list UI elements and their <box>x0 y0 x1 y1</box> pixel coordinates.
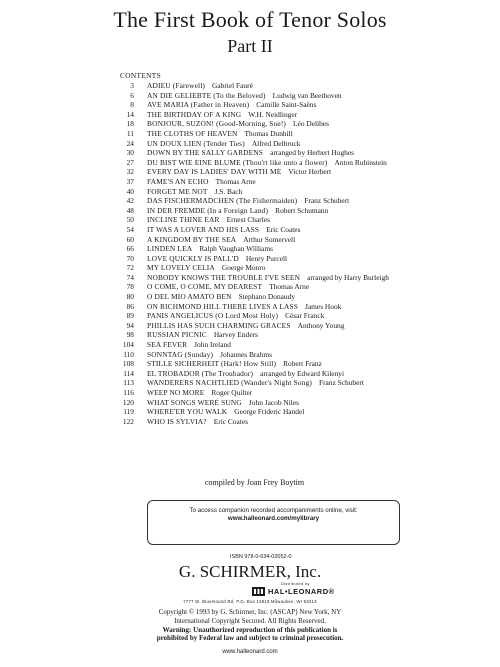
book-title: The First Book of Tenor Solos <box>113 7 387 32</box>
toc-entry-text <box>147 359 322 369</box>
toc-entry-text <box>147 388 252 398</box>
toc-song-title: STILLE SICHERHEIT (Hark! How Still) <box>147 359 277 369</box>
toc-song-title: EL TROBADOR (The Troubador) <box>147 368 254 378</box>
toc-song-title: WANDERERS NACHTLIED (Wander's Night Song) <box>147 378 312 388</box>
toc-entry <box>0 91 500 101</box>
warning-line: Warning: Unauthorized reproduction of this publication is <box>162 625 338 634</box>
toc-page-number: 42 <box>126 196 134 206</box>
toc-entry <box>0 167 500 177</box>
toc-page-number: 116 <box>123 388 134 397</box>
warning-line: prohibited by Federal law and subject to criminal prosecution. <box>156 634 344 643</box>
toc-page-number: 78 <box>126 282 134 292</box>
toc-entry <box>0 378 500 388</box>
access-instructions: To access companion recorded accompaniments online, visit: <box>189 507 358 514</box>
toc-entry <box>0 388 500 398</box>
toc-entry-text <box>147 302 341 312</box>
toc-page-number: 108 <box>122 359 134 369</box>
rights-line: International Copyright Secured. All Rights Reserved. <box>174 616 326 625</box>
toc-composer: J.S. Bach <box>214 186 243 196</box>
toc-entry-text <box>147 81 253 91</box>
toc-page-number: 18 <box>126 119 134 129</box>
toc-entry <box>0 215 500 225</box>
toc-page-number: 119 <box>123 407 134 417</box>
toc-composer: Thomas Arne <box>269 282 310 292</box>
toc-page-number: 14 <box>126 109 134 119</box>
toc-song-title: WEEP NO MORE <box>147 388 205 397</box>
toc-entry <box>0 148 500 158</box>
toc-entry <box>0 139 500 149</box>
toc-composer: Stephano Donaudy <box>238 292 296 302</box>
toc-composer: Franz Schubert <box>304 196 350 206</box>
toc-entry <box>0 407 500 417</box>
toc-entry-text <box>147 407 304 417</box>
toc-song-title: A KINGDOM BY THE SEA <box>147 234 237 244</box>
toc-entry-text <box>147 100 316 110</box>
toc-song-title: EVERY DAY IS LADIES' DAY WITH ME <box>147 167 282 177</box>
toc-song-title: BONJOUR, SUZON! (Good-Morning, Sue!) <box>147 119 287 129</box>
toc-entry <box>0 330 500 340</box>
toc-entry-text <box>147 417 248 427</box>
toc-entry <box>0 187 500 197</box>
publisher-name: G. SCHIRMER, Inc. <box>178 562 322 581</box>
toc-composer: Anthony Young <box>297 320 345 330</box>
toc-entry <box>0 302 500 312</box>
toc-song-title: MY LOVELY CELIA <box>147 263 215 273</box>
toc-page-number: 104 <box>122 340 134 350</box>
toc-entry <box>0 417 500 427</box>
toc-entry <box>0 129 500 139</box>
toc-song-title: WHAT SONGS WERE SUNG <box>147 397 242 407</box>
toc-composer: Thomas Dunhill <box>244 128 293 138</box>
toc-composer: Thomas Arne <box>215 176 256 186</box>
toc-song-title: O COME, O COME, MY DEAREST <box>147 282 263 292</box>
distributor-name: HAL•LEONARD® <box>268 587 335 596</box>
toc-entry-text <box>147 196 349 206</box>
toc-entry-text <box>147 254 287 264</box>
toc-composer: John Jacob Niles <box>248 397 300 407</box>
toc-entry-text <box>147 273 389 283</box>
toc-page-number: 50 <box>126 215 134 225</box>
toc-entry-text <box>147 119 329 129</box>
toc-page-number: 48 <box>126 205 134 215</box>
toc-composer: César Franck <box>285 311 325 321</box>
toc-entry <box>0 119 500 129</box>
toc-page-number: 70 <box>126 253 134 263</box>
toc-composer: Johannes Brahms <box>220 349 272 359</box>
toc-page-number: 114 <box>123 368 134 378</box>
toc-song-title: IN DER FREMDE (In a Foreign Land) <box>147 205 269 215</box>
toc-song-title: PHILLIS HAS SUCH CHARMING GRACES <box>147 320 291 330</box>
toc-song-title: AN DIE GELIEBTE (To the Beloved) <box>147 90 266 100</box>
toc-composer: Roger Quilter <box>211 388 253 397</box>
toc-composer: Anton Rubinstein <box>334 157 387 167</box>
toc-entry <box>0 110 500 120</box>
toc-entry-text <box>147 235 295 245</box>
toc-song-title: DAS FISCHERMADCHEN (The Fishermaiden) <box>147 196 298 206</box>
toc-song-title: DOWN BY THE SALLY GARDENS <box>147 148 264 158</box>
toc-composer: George Frideric Handel <box>234 407 305 417</box>
toc-song-title: ON RICHMOND HILL THERE LIVES A LASS <box>147 301 299 311</box>
toc-entry-text <box>147 263 265 273</box>
toc-song-title: ADIEU (Farewell) <box>147 81 206 90</box>
hal-leonard-logo-icon <box>252 587 265 596</box>
toc-entry <box>0 311 500 321</box>
toc-entry-text <box>147 321 344 331</box>
toc-entry <box>0 100 500 110</box>
toc-entry-text <box>147 91 342 101</box>
toc-entry-text <box>147 225 300 235</box>
footer-url[interactable]: www.halleonard.com <box>222 649 278 655</box>
toc-page-number: 24 <box>126 138 134 148</box>
copyright-line: Copyright © 1993 by G. Schirmer, Inc. (ASCAP) New York, NY <box>158 608 342 616</box>
toc-entry-text <box>147 292 295 302</box>
toc-composer: Harvey Enders <box>213 330 258 340</box>
toc-composer: arranged by Harry Burleigh <box>307 272 389 282</box>
toc-page-number: 80 <box>126 292 134 302</box>
toc-page-number: 8 <box>130 100 134 110</box>
toc-song-title: LOVE QUICKLY IS PALL'D <box>147 253 239 263</box>
toc-page-number: 40 <box>126 186 134 196</box>
toc-entry-text <box>147 369 344 379</box>
toc-entry <box>0 225 500 235</box>
toc-song-title: SONNTAG (Sunday) <box>147 349 214 359</box>
toc-entry-text <box>147 167 331 177</box>
toc-entry-text <box>147 311 324 321</box>
toc-entry <box>0 369 500 379</box>
toc-page-number: 94 <box>126 320 134 330</box>
toc-song-title: AVE MARIA (Father in Heaven) <box>147 100 250 110</box>
toc-composer: Goerge Monro <box>221 263 266 273</box>
toc-page-number: 11 <box>126 128 134 138</box>
toc-entry <box>0 359 500 369</box>
toc-song-title: O DEL MIO AMATO BEN <box>147 292 232 302</box>
toc-entry <box>0 321 500 331</box>
toc-page-number: 113 <box>123 378 134 388</box>
contents-label: CONTENTS <box>120 71 161 80</box>
toc-entry-text <box>147 282 309 292</box>
distributor-label: Distributed by <box>281 582 310 586</box>
toc-entry-text <box>147 158 387 168</box>
toc-entry <box>0 158 500 168</box>
toc-composer: Robert Schumann <box>275 205 329 215</box>
toc-composer: Camille Saint-Saëns <box>256 100 317 110</box>
toc-song-title: WHERE'ER YOU WALK <box>147 407 228 417</box>
compiled-by: compiled by Joan Frey Boytim <box>205 478 305 487</box>
toc-composer: Ludwig van Beethoven <box>272 90 342 100</box>
toc-entry-text <box>147 215 270 225</box>
toc-entry <box>0 196 500 206</box>
toc-page-number: 86 <box>126 301 134 311</box>
isbn: ISBN 978-0-634-02052-0 <box>230 554 292 560</box>
toc-entry <box>0 81 500 91</box>
toc-composer: Arthur Somervell <box>243 234 296 244</box>
toc-entry-text <box>147 206 328 216</box>
toc-song-title: FAME'S AN ECHO <box>147 176 209 186</box>
toc-entry <box>0 273 500 283</box>
toc-page-number: 110 <box>123 349 134 359</box>
toc-entry <box>0 350 500 360</box>
toc-song-title: THE BIRTHDAY OF A KING <box>147 109 242 119</box>
toc-song-title: UN DOUX LIEN (Tender Ties) <box>147 138 245 148</box>
toc-composer: Eric Coates <box>213 416 248 426</box>
toc-composer: arranged by Edward Kilenyi <box>260 368 345 378</box>
toc-song-title: FORGET ME NOT <box>147 186 208 196</box>
toc-entry-text <box>147 148 354 158</box>
toc-composer: Victor Herbert <box>288 167 332 177</box>
toc-entry <box>0 282 500 292</box>
toc-entry-text <box>147 187 242 197</box>
toc-page-number: 66 <box>126 244 134 254</box>
toc-page-number: 37 <box>126 176 134 186</box>
toc-entry <box>0 235 500 245</box>
toc-entry <box>0 177 500 187</box>
toc-page-number: 72 <box>126 263 134 273</box>
toc-song-title: THE CLOTHS OF HEAVEN <box>147 128 238 138</box>
toc-page-number: 89 <box>126 311 134 321</box>
toc-entry-text <box>147 398 299 408</box>
toc-entry <box>0 254 500 264</box>
toc-composer: Henry Purcell <box>245 253 288 263</box>
access-url[interactable]: www.halleonard.com/mylibrary <box>227 515 320 522</box>
toc-entry <box>0 244 500 254</box>
toc-composer: arranged by Herbert Hughes <box>270 148 354 158</box>
toc-composer: Robert Franz <box>283 359 322 369</box>
book-subtitle: Part II <box>227 36 273 56</box>
toc-page-number: 30 <box>126 148 134 158</box>
access-box <box>147 500 400 545</box>
toc-entry-text <box>147 177 256 187</box>
toc-page-number: 3 <box>130 81 134 90</box>
toc-entry-text <box>147 129 293 139</box>
toc-song-title: SEA FEVER <box>147 340 188 350</box>
toc-song-title: PANIS ANGELICUS (O Lord Most Holy) <box>147 311 279 321</box>
toc-entry <box>0 206 500 216</box>
toc-entry <box>0 398 500 408</box>
toc-entry-text <box>147 110 297 120</box>
toc-entry <box>0 263 500 273</box>
toc-entry <box>0 292 500 302</box>
toc-song-title: INCLINE THINE EAR <box>147 215 220 225</box>
toc-entry-text <box>147 139 300 149</box>
toc-composer: Ralph Vaughan Williams <box>199 244 273 254</box>
toc-composer: John Ireland <box>194 340 231 350</box>
copyright-block <box>0 608 500 643</box>
hal-leonard-logo <box>252 587 335 596</box>
toc-song-title: WHO IS SYLVIA? <box>147 416 207 426</box>
toc-song-title: IT WAS A LOVER AND HIS LASS <box>147 224 260 234</box>
toc-page-number: 122 <box>122 416 134 426</box>
toc-entry-text <box>147 340 231 350</box>
toc-song-title: LINDEN LEA <box>147 244 193 254</box>
distributor-address: 7777 W. Bluemound Rd. P.O. Box 13819 Milwaukee, WI 53213 <box>183 599 317 604</box>
toc-composer: Gabriel Fauré <box>212 81 253 90</box>
toc-entry <box>0 340 500 350</box>
toc-page-number: 98 <box>126 330 134 340</box>
toc-song-title: NOBODY KNOWS THE TROUBLE I'VE SEEN <box>147 272 301 282</box>
toc-composer: Franz Schubert <box>318 378 364 388</box>
toc-page-number: 54 <box>126 224 134 234</box>
toc-page-number: 74 <box>126 272 134 282</box>
toc-composer: Ernest Charles <box>226 215 270 225</box>
toc-entry-text <box>147 350 272 360</box>
toc-song-title: RUSSIAN PICNIC <box>147 330 207 340</box>
toc-page-number: 32 <box>126 167 134 177</box>
toc-song-title: DU BIST WIE EINE BLUME (Thou'rt like unto a flower) <box>147 157 328 167</box>
toc-page-number: 60 <box>126 234 134 244</box>
toc-composer: Alfred Delbruck <box>251 138 301 148</box>
toc-entry-text <box>147 378 364 388</box>
toc-composer: James Hook <box>305 301 342 311</box>
toc-page-number: 27 <box>126 157 134 167</box>
table-of-contents <box>0 81 500 426</box>
toc-page-number: 6 <box>130 90 134 100</box>
toc-composer: Léo Delibes <box>293 119 329 129</box>
toc-entry-text <box>147 244 273 254</box>
toc-entry-text <box>147 330 258 340</box>
toc-composer: W.H. Neidlinger <box>248 109 298 119</box>
toc-composer: Eric Coates <box>266 224 301 234</box>
toc-page-number: 120 <box>122 397 134 407</box>
